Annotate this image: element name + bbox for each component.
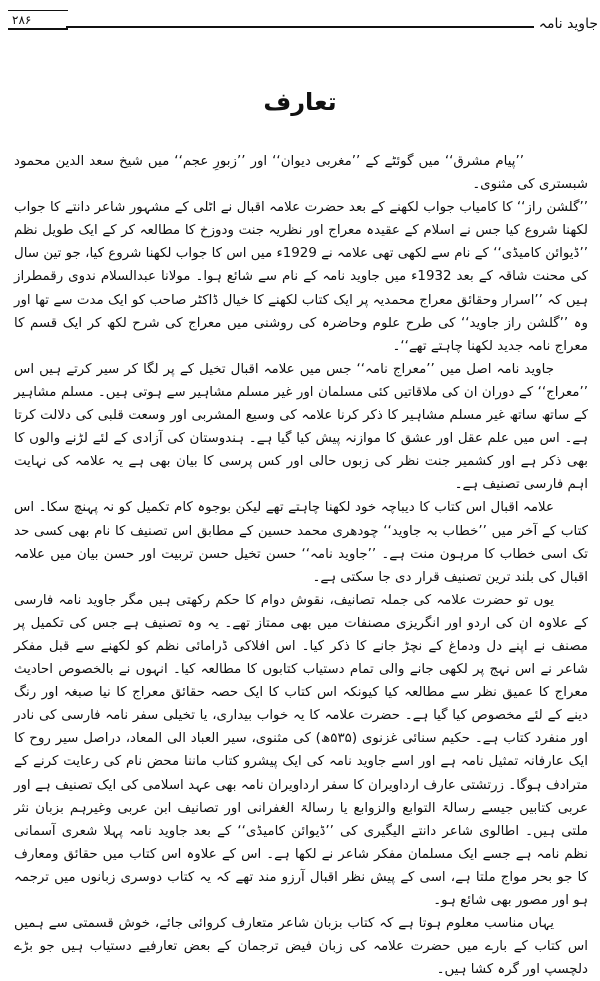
body-text [14,150,588,981]
paragraph: یوں تو حضرت علامہ کی جملہ تصانیف، نقوش دوام کا حکم رکھتی ہیں مگر جاوید نامہ فارسی کے علاوہ ان کی اردو اور انگریزی مصنفات میں بھی ممتاز تھے۔ یہ وہ تصنیف ہے جس کی تکمیل پر مصنف نے اپنے دل ودماغ کے نچڑ جانے کا ذکر کیا۔ اس افلاکی ڈرامائی نظم کو لکھنے سے قبل مفکر شاعر نے اس نہج پر لکھی جانے والی تمام دستیاب کتابوں کا مطالعہ کیا۔ انہوں نے بالخصوص احادیث معراج کا عمیق نظر سے مطالعہ کیا کیونکہ اس کتاب کا ایک حصہ حقائق معراج کا نیا صبغہ اور رنگ دینے کے لئے مخصوص کیا گیا ہے۔ حضرت علامہ کا یہ خواب بیداری، یا تخیلی سفر نامہ فارسی کی نادر اور منفرد کتاب ہے۔ حکیم سنائی غزنوی (۵۳۵ھ) کی مثنوی، سیر العباد الی المعاد، دراصل سیر روح کا ایک عارفانہ تمثیل نامہ ہے اور اسے جاوید نامہ کی ایک پیشرو کتاب ماننا محض نام کی رعایت کرنے کے مترادف ہوگا۔ زرتشتی عارف ارداویران کا سفر ارداویران نامہ بھی عہد اسلامی کی ایک تصنیف ہے اور عربی کتابیں جیسے رسالۃ التوابع والزوابع یا رسالۃ الغفرانی اور تصانیف ابن عربی وغیرہم بزبان نثر ملتی ہیں۔ اطالوی شاعر دانتے الیگیری کی ’’ڈیوائن کامیڈی‘‘ کے بعد جاوید نامہ پہلا شعری آسمانی نظم نامہ ہے جسے ایک مسلمان مفکر شاعر نے لکھا ہے۔ اس کے علاوہ اس کتاب میں حقائق ومعارف کا جو بحر مواج ملتا ہے، اسی کے پیش نظر اقبال آرزو مند تھے کہ یہ کتاب دوسری زبانوں میں ترجمہ ہو اور مصور بھی شائع ہو۔ [14,592,588,908]
paragraph: ’’گلشن راز‘‘ کا کامیاب جواب لکھنے کے بعد حضرت علامہ اقبال نے اٹلی کے مشہور شاعر دانتے کا جواب لکھنا شروع کیا جس نے اسلام کے عقیدہ معراج اور نظریہ جنت ودوزخ کا مطالعہ کر کے ایک طویل نظم ’’ڈیوائن کامیڈی‘‘ کے نام سے لکھی تھی علامہ نے 1929ء میں اس کا جواب لکھنا شروع کیا، جو تین سال کی محنت شاقہ کے بعد 1932ء میں جاوید نامہ کے نام سے شائع ہوا۔ مولانا عبدالسلام ندوی رقمطراز ہیں کہ ’’اسرار وحقائق معراج محمدیہ پر ایک کتاب لکھنے کا خیال ڈاکٹر صاحب کو ایک مدت سے تھا اور وہ ’’گلشن راز جاوید‘‘ کی طرح علوم وحاضرہ کی روشنی میں معراج کی شرح لکھ کر ایک قسم کا معراج نامہ جدید لکھنا چاہتے تھے‘‘۔ [14,200,589,354]
header-rule [66,26,534,28]
paragraph: علامہ اقبال اس کتاب کا دیباچہ خود لکھنا چاہتے تھے لیکن بوجوہ کام تکمیل کو نہ پہنچ سکا۔ اس کتاب کے آخر میں ’’خطاب بہ جاوید‘‘ چودھری محمد حسین کے مطابق اس تصنیف کا نام بھی کسی حد تک اسی خطاب کا مرہون منت ہے۔ ’’جاوید نامہ‘‘ حسن تخیل حسن تربیت اور حسن بیان میں علامہ اقبال کی بلند ترین تصنیف قرار دی جا سکتی ہے۔ [14,500,588,585]
running-header-title: جاوید نامہ [538,16,598,32]
paragraph: ’’پیام مشرق‘‘ میں گوئٹے کے ’’مغربی دیوان‘‘ اور ’’زبورِ عجم‘‘ میں شیخ سعد الدین محمود شبستری کی مثنوی۔ [14,154,588,193]
paragraph: یہاں مناسب معلوم ہوتا ہے کہ کتاب بزبان شاعر متعارف کروائی جائے، خوش قسمتی سے ہمیں اس کتاب کے بارے میں حضرت علامہ کی زبان فیض ترجمان کے بعض تعارفیے دستیاب ہیں جو بڑے دلچسپ اور گرہ کشا ہیں۔ [14,916,588,978]
paragraph: جاوید نامہ اصل میں ’’معراج نامہ‘‘ جس میں علامہ اقبال تخیل کے پر لگا کر سیر کرتے ہیں اس ’’معراج‘‘ کے دوران ان کی ملاقاتیں کئی مسلمان اور غیر مسلم مشاہیر سے ہوتی ہیں۔ مسلم مشاہیر کے ساتھ ساتھ غیر مسلم مشاہیر کا ذکر کرنا علامہ کی وسیع المشربی اور وسعت قلبی کی دلالت کرتا ہے۔ اس میں علم عقل اور عشق کا موازنہ پیش کیا گیا ہے۔ ہندوستان کی آزادی کے لئے لڑنے والوں کا بھی ذکر ہے اور کشمیر جنت نظر کی زبوں حالی اور کس پرسی کا بیان بھی ہے یہ علامہ کی نہایت اہم فارسی تصنیف ہے۔ [14,361,588,493]
page-number: ۲۸۶ [8,10,68,30]
chapter-title: تعارف [263,88,337,116]
